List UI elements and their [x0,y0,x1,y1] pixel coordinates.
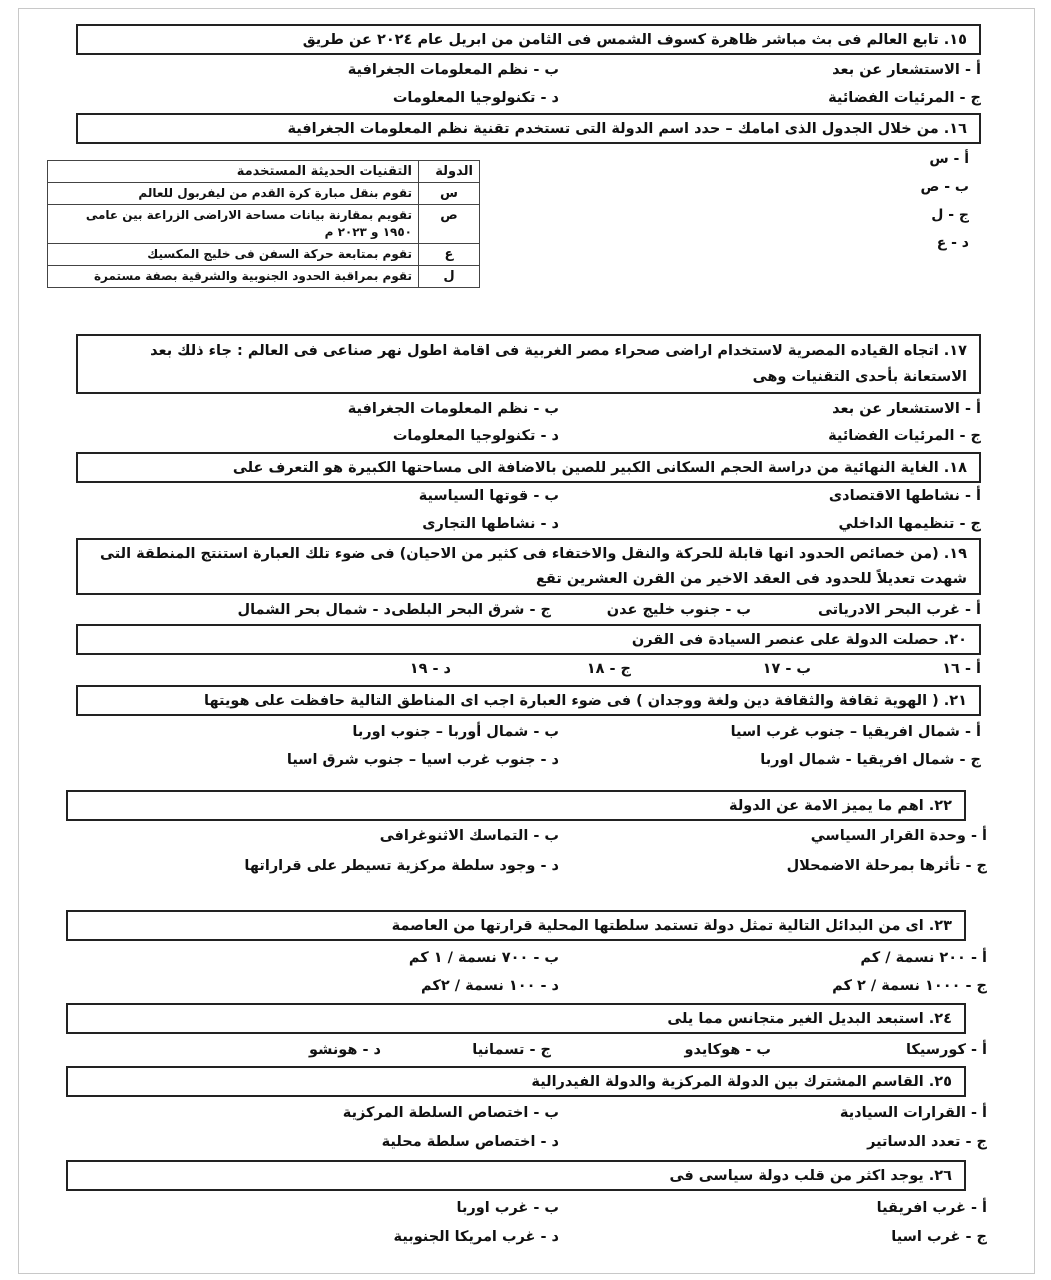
header-technologies: التقنيات الحديثة المستخدمة [48,161,419,183]
q21-option-b[interactable]: ب - شمال أوربا – جنوب اوربا [352,724,559,740]
q25-option-d[interactable]: د - اختصاص سلطة محلية [381,1134,559,1150]
q17-option-d[interactable]: د - تكنولوجيا المعلومات [392,428,559,444]
q25-option-c[interactable]: ج - تعدد الدساتير [867,1134,987,1150]
q23-option-c[interactable]: ج - ١٠٠٠ نسمة / ٢ كم [832,978,987,994]
question-26: ٢٦. يوجد اكثر من قلب دولة سياسى فى [66,1160,966,1191]
q20-option-d[interactable]: د - ١٩ [409,661,451,677]
q25-option-a[interactable]: أ - القرارات السيادية [839,1105,987,1121]
question-23: ٢٣. اى من البدائل التالية تمثل دولة تستمد سلطتها المحلية قرارتها من العاصمة [66,910,966,941]
q26-option-a[interactable]: أ - غرب افريقيا [876,1200,987,1216]
row-country: س [419,183,480,205]
q16-option-d[interactable]: د - ع [936,235,969,251]
q23-option-d[interactable]: د - ١٠٠ نسمة / ٢كم [421,978,559,994]
q16-option-b[interactable]: ب - ص [920,179,969,195]
q21-option-c[interactable]: ج - شمال افريقيا - شمال اوربا [760,752,981,768]
question-22: ٢٢. اهم ما يميز الامة عن الدولة [66,790,966,821]
q24-option-d[interactable]: د - هونشو [309,1042,381,1058]
q18-option-c[interactable]: ج - تنظيمها الداخلي [838,516,981,532]
q20-option-a[interactable]: أ - ١٦ [942,661,981,677]
row-country: ل [419,266,480,288]
q17-option-c[interactable]: ج - المرئيات الفضائية [828,428,981,444]
q24-option-a[interactable]: أ - كورسيكا [905,1042,987,1058]
question-25: ٢٥. القاسم المشترك بين الدولة المركزية والدولة الفيدرالية [66,1066,966,1097]
q18-option-d[interactable]: د - نشاطها التجارى [422,516,559,532]
q23-option-a[interactable]: أ - ٢٠٠ نسمة / كم [860,950,987,966]
question-16: ١٦. من خلال الجدول الذى امامك – حدد اسم الدولة التى تستخدم تقنية نظم المعلومات الجغرافية [76,113,981,144]
q15-option-d[interactable]: د - تكنولوجيا المعلومات [392,90,559,106]
q21-option-a[interactable]: أ - شمال افريقيا – جنوب غرب اسيا [730,724,981,740]
q25-option-b[interactable]: ب - اختصاص السلطة المركزية [342,1105,559,1121]
row-tech: تقوم بمتابعة حركة السفن فى خليج المكسيك [48,244,419,266]
q16-table [47,160,480,288]
table-row [48,244,480,266]
q15-option-c[interactable]: ج - المرئيات الفضائية [828,90,981,106]
row-tech: تقوم بمراقبة الحدود الجنوبية والشرقية بصفة مستمرة [48,266,419,288]
q24-option-b[interactable]: ب - هوكايدو [684,1042,771,1058]
q22-option-d[interactable]: د - وجود سلطة مركزية تسيطر على قراراتها [244,858,559,874]
q21-option-d[interactable]: د - جنوب غرب اسيا – جنوب شرق اسيا [286,752,559,768]
question-24: ٢٤. استبعد البديل الغير متجانس مما يلى [66,1003,966,1034]
table-row [48,205,480,244]
q22-option-a[interactable]: أ - وحدة القرار السياسي [810,828,987,844]
q20-option-c[interactable]: ج - ١٨ [586,661,631,677]
q19-option-c[interactable]: ج - شرق البحر البلطى [391,602,551,618]
table-row [48,183,480,205]
q26-option-b[interactable]: ب - غرب اوربا [456,1200,559,1216]
question-18: ١٨. الغاية النهائية من دراسة الحجم السكانى الكبير للصين بالاضافة الى مساحتها الكبيرة هو التعرف على [76,452,981,483]
q18-option-a[interactable]: أ - نشاطها الاقتصادى [828,488,981,504]
q19-option-d[interactable]: د - شمال بحر الشمال [237,602,391,618]
q20-option-b[interactable]: ب - ١٧ [762,661,811,677]
question-21: ٢١. ( الهوية ثقافة والثقافة دين ولغة ووجدان ) فى ضوء العبارة اجب اى المناطق التالية حافظت على هويتها [76,685,981,716]
q16-option-c[interactable]: ج - ل [931,207,969,223]
q17-option-a[interactable]: أ - الاستشعار عن بعد [832,401,981,417]
q22-option-b[interactable]: ب - التماسك الاثنوغرافى [379,828,559,844]
q17-option-b[interactable]: ب - نظم المعلومات الجغرافية [347,401,559,417]
q19-option-b[interactable]: ب - جنوب خليج عدن [606,602,751,618]
question-19: ١٩. (من خصائص الحدود انها قابلة للحركة والنقل والاختفاء فى كثير من الاحيان) فى ضوء تلك العبارة استنتج المنطقة التى شهدت تعديلاً للحدود فى العقد الاخير من القرن العشرين تقع [76,538,981,595]
row-country: ع [419,244,480,266]
question-20: ٢٠. حصلت الدولة على عنصر السيادة فى القرن [76,624,981,655]
table-header-row [48,161,480,183]
header-country: الدولة [419,161,480,183]
q15-option-a[interactable]: أ - الاستشعار عن بعد [832,62,981,78]
q15-option-b[interactable]: ب - نظم المعلومات الجغرافية [347,62,559,78]
q22-option-c[interactable]: ج - تأثرها بمرحلة الاضمحلال [786,858,987,874]
q24-option-c[interactable]: ج - تسمانيا [472,1042,551,1058]
row-tech: تقوم بنقل مبارة كرة القدم من ليفربول للعالم [48,183,419,205]
q16-option-a[interactable]: أ - س [929,151,969,167]
question-15: ١٥. تابع العالم فى بث مباشر ظاهرة كسوف الشمس فى الثامن من ابريل عام ٢٠٢٤ عن طريق [76,24,981,55]
question-17: ١٧. اتجاه القياده المصرية لاستخدام اراضى صحراء مصر الغربية فى اقامة اطول نهر صناعى فى العالم : جاء ذلك بعد الاستعانة بأحدى التقنيات وهى [76,334,981,394]
q23-option-b[interactable]: ب - ٧٠٠ نسمة / ١ كم [408,950,559,966]
row-tech: تقويم بمقارنة بيانات مساحة الاراضى الزراعة بين عامى ١٩٥٠ و ٢٠٢٣ م [48,205,419,244]
q18-option-b[interactable]: ب - قوتها السياسية [418,488,559,504]
q19-option-a[interactable]: أ - غرب البحر الادرياتى [817,602,981,618]
q26-option-d[interactable]: د - غرب امريكا الجنوبية [393,1229,559,1245]
q26-option-c[interactable]: ج - غرب اسيا [891,1229,987,1245]
row-country: ص [419,205,480,244]
table-row [48,266,480,288]
